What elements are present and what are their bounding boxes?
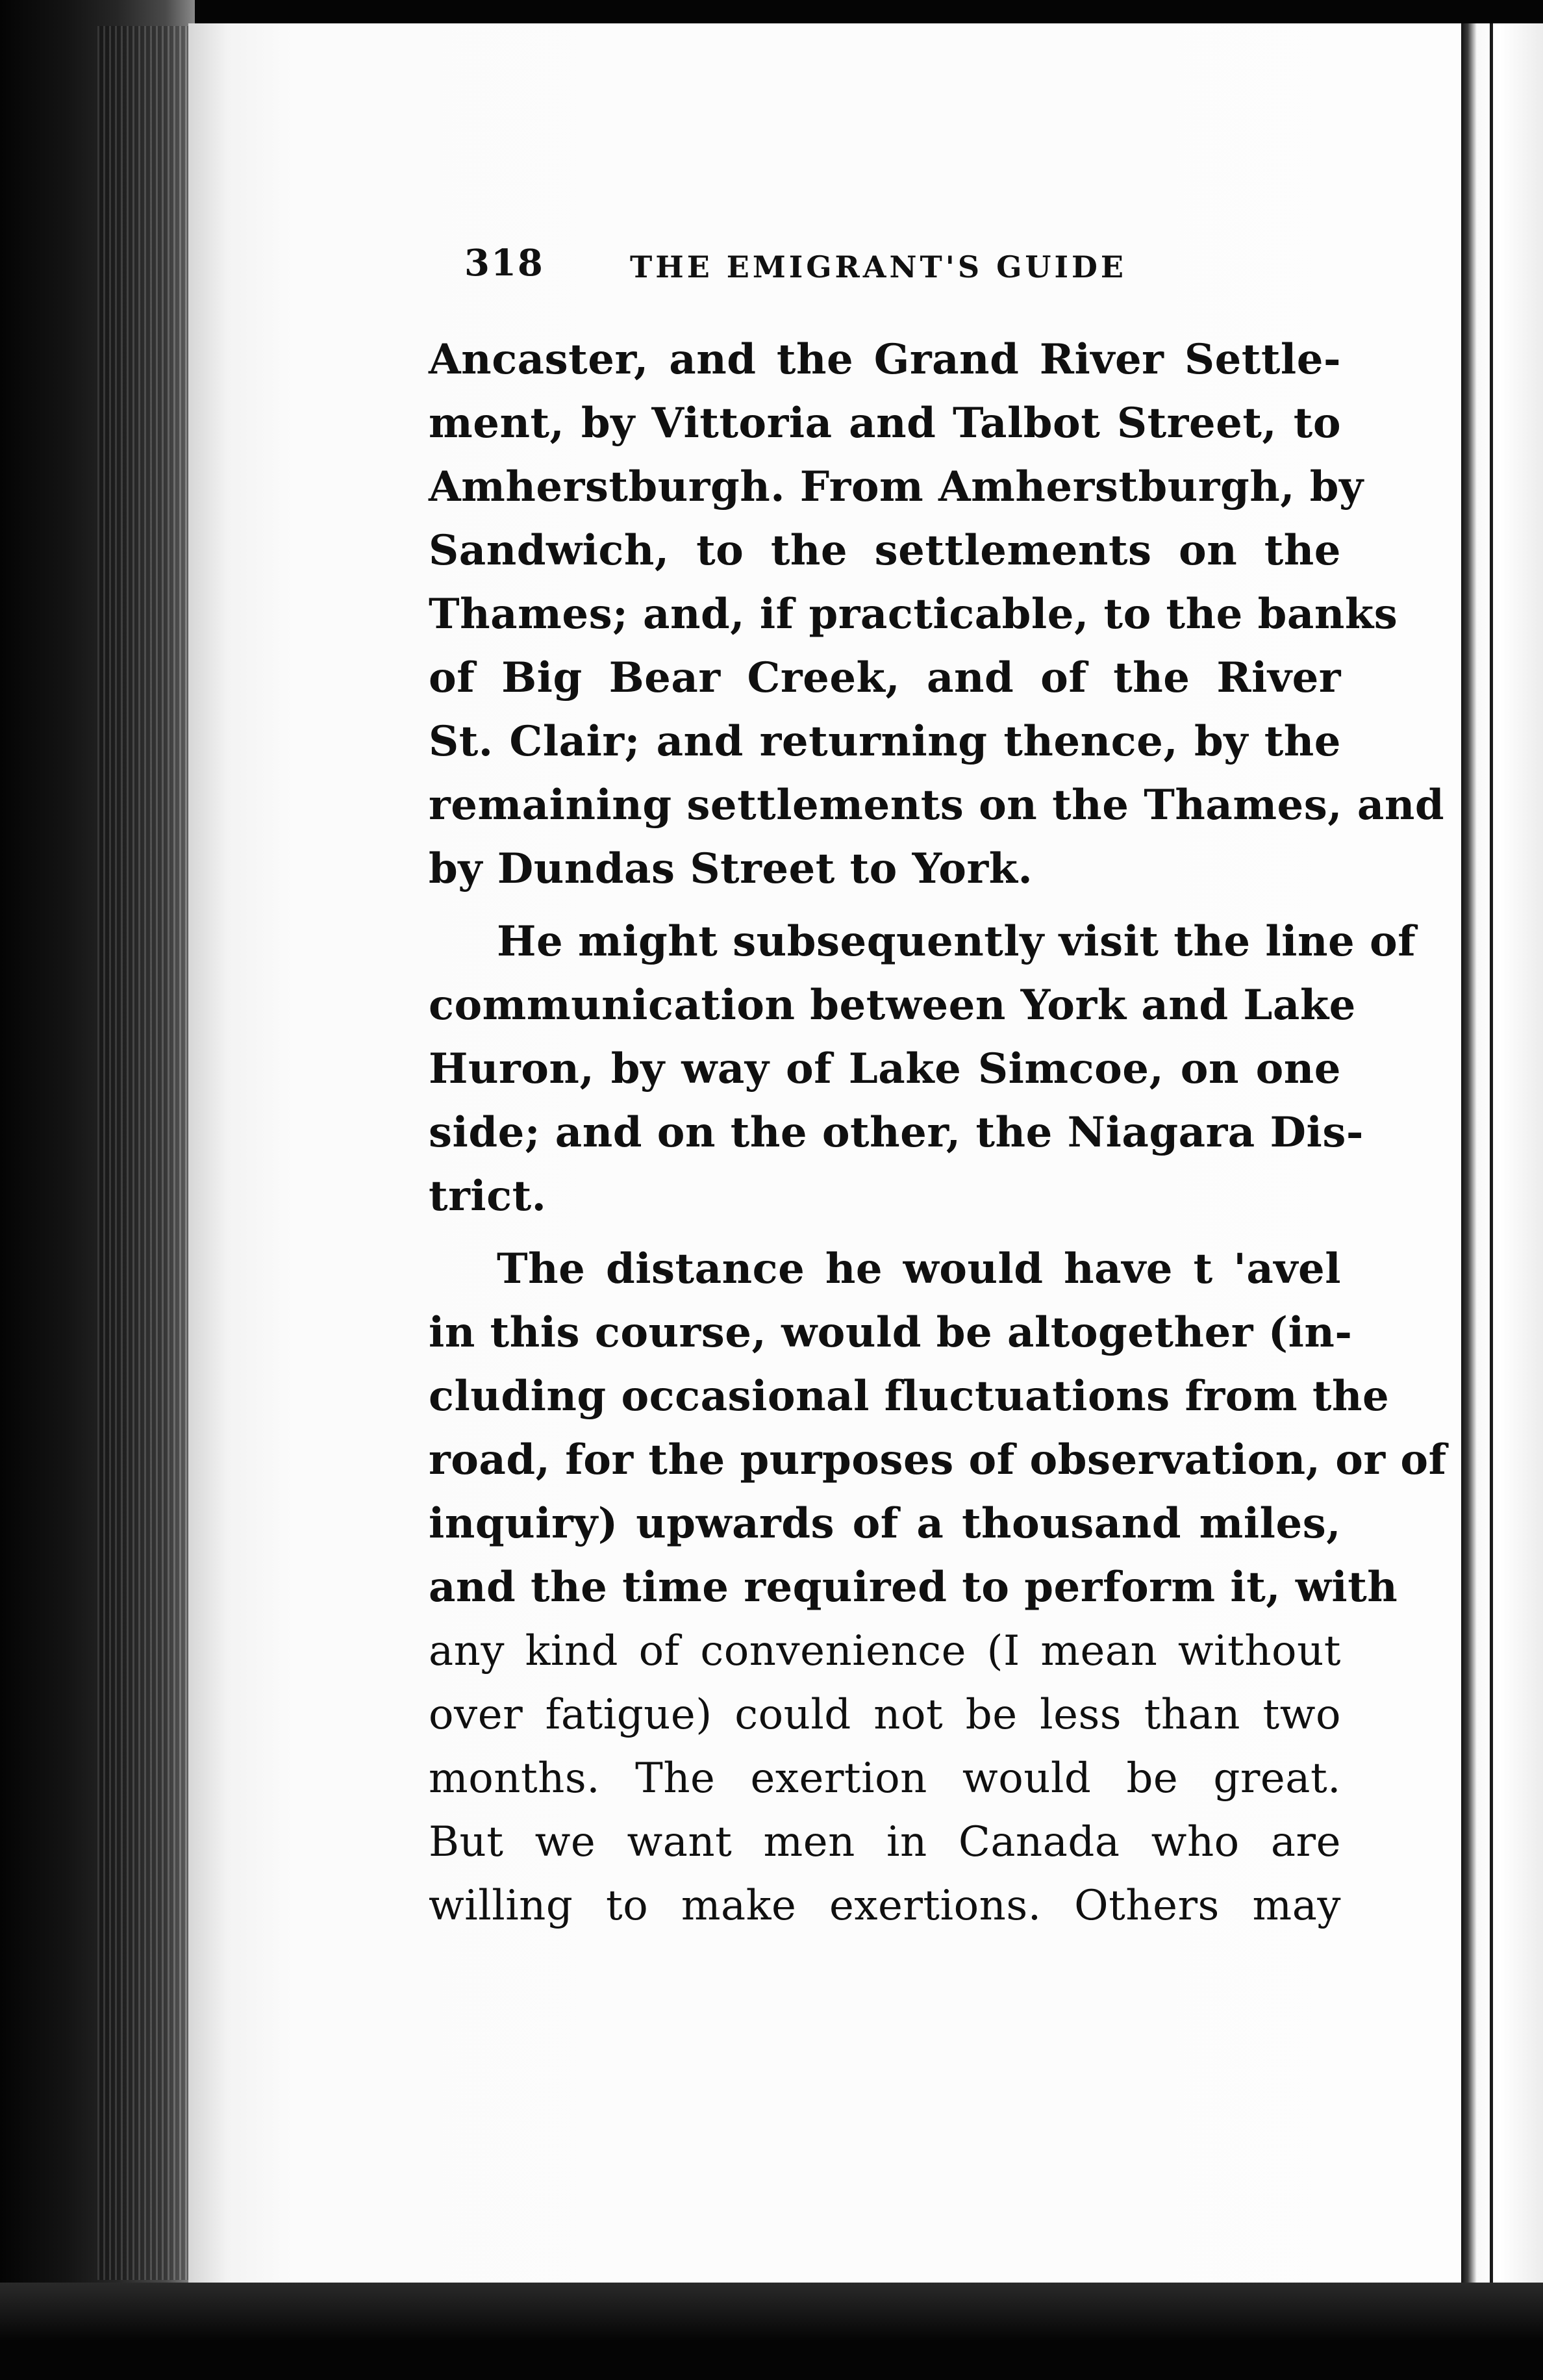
page-gutter-line: [1490, 23, 1493, 2283]
text-line: Sandwich, to the settlements on the: [429, 526, 1341, 575]
text-line: He might subsequently visit the line of: [497, 917, 1416, 966]
paragraph-gap: [429, 901, 1341, 910]
paragraph: [429, 328, 1445, 901]
text-line: Ancaster, and the Grand River Settle-: [429, 335, 1341, 384]
running-header: [464, 242, 1328, 294]
text-line: Thames; and, if practicable, to the banks: [429, 590, 1398, 639]
text-line: trict.: [429, 1172, 547, 1221]
text-line: months. The exertion would be great.: [429, 1754, 1341, 1803]
text-line: The distance he would have t 'avel: [497, 1245, 1341, 1293]
text-line: in this course, would be altogether (in-: [429, 1308, 1353, 1357]
text-line: any kind of convenience (I mean without: [429, 1627, 1341, 1675]
text-line: ment, by Vittoria and Talbot Street, to: [429, 399, 1341, 448]
text-line: of Big Bear Creek, and of the River: [429, 653, 1341, 702]
running-title: THE EMIGRANT'S GUIDE: [630, 249, 1127, 285]
text-line: St. Clair; and returning thence, by the: [429, 717, 1341, 766]
text-line: remaining settlements on the Thames, and: [429, 781, 1445, 829]
scan-top-border: [0, 0, 1543, 25]
text-line: road, for the purposes of observation, or of: [429, 1436, 1447, 1484]
facing-page-edge: [1461, 23, 1543, 2283]
text-line: Huron, by way of Lake Simcoe, on one: [429, 1044, 1341, 1093]
text-line: side; and on the other, the Niagara Dis-: [429, 1108, 1364, 1157]
page-number: 318: [464, 242, 544, 285]
text-line: willing to make exertions. Others may: [429, 1882, 1341, 1930]
book-spine-streaks: [97, 26, 195, 2280]
paragraph: [429, 1237, 1447, 1938]
text-line: by Dundas Street to York.: [429, 844, 1033, 893]
text-line: Amherstburgh. From Amherstburgh, by: [429, 462, 1364, 511]
body-text: [429, 328, 1447, 1938]
text-line: cluding occasional fluctuations from the: [429, 1372, 1390, 1421]
text-line: But we want men in Canada who are: [429, 1818, 1341, 1866]
scan-bottom-border: [0, 2283, 1543, 2380]
text-line: and the time required to perform it, with: [429, 1563, 1398, 1612]
paragraph: [429, 910, 1416, 1228]
paragraph-gap: [429, 1228, 1341, 1237]
text-line: communication between York and Lake: [429, 981, 1356, 1030]
text-line: over fatigue) could not be less than two: [429, 1691, 1341, 1739]
text-line: inquiry) upwards of a thousand miles,: [429, 1499, 1341, 1548]
